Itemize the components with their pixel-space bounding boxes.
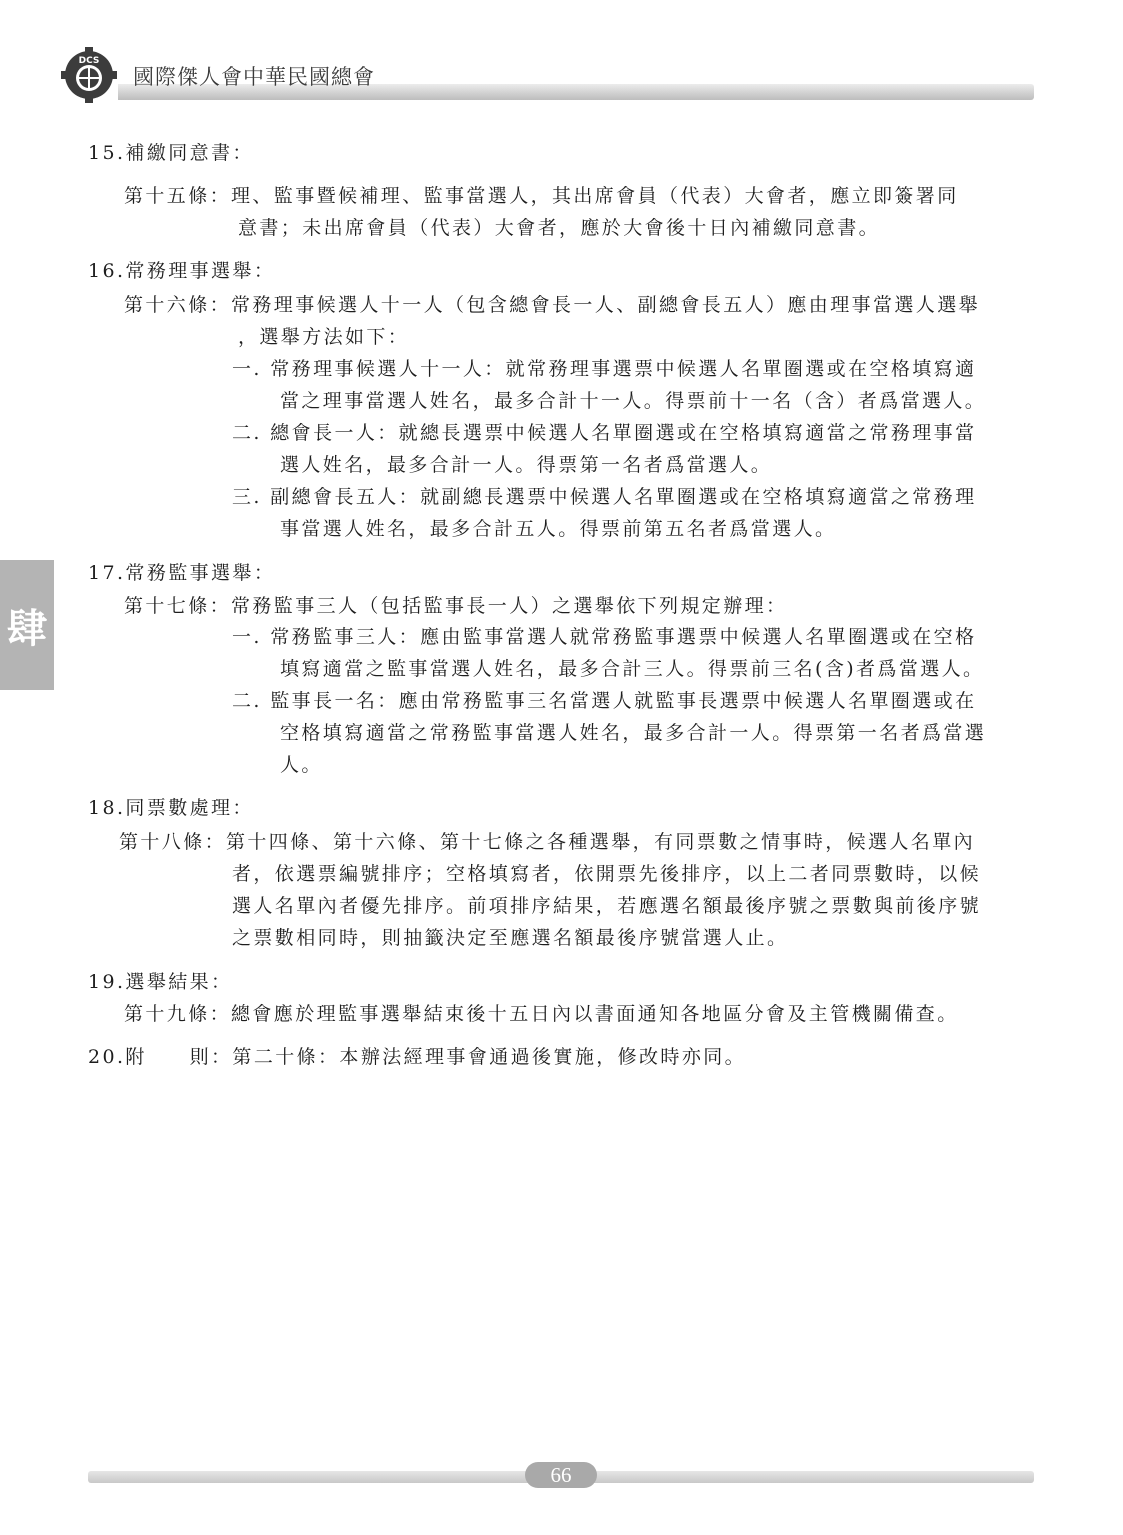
article-18-line-2: 者，依選票編號排序；空格填寫者，依開票先後排序，以上二者同票數時，以候 [232, 863, 982, 885]
section-20-heading: 20.附 則：第二十條：本辦法經理事會通過後實施，修改時亦同。 [88, 1046, 747, 1068]
article-16-item-1-line-1: 一. 常務理事候選人十一人：就常務理事選票中候選人名單圈選或在空格填寫適 [232, 358, 977, 380]
article-17-item-2-line-3: 人。 [280, 754, 323, 776]
article-16-item-3-line-2: 事當選人姓名，最多合計五人。得票前第五名者爲當選人。 [280, 518, 837, 540]
chapter-tab-label: 肆 [7, 604, 47, 652]
logo-text: DCS [78, 56, 100, 66]
article-15-line-2: 意書；未出席會員（代表）大會者，應於大會後十日內補繳同意書。 [238, 217, 881, 239]
article-18-line-4: 之票數相同時，則抽籤決定至應選名額最後序號當選人止。 [232, 927, 789, 949]
article-17-item-1-line-2: 填寫適當之監事當選人姓名，最多合計三人。得票前三名(含)者爲當選人。 [280, 658, 985, 680]
section-18-heading: 18.同票數處理： [88, 797, 254, 819]
section-16-heading: 16.常務理事選舉： [88, 260, 276, 282]
page-number: 66 [550, 1462, 572, 1487]
section-19-heading: 19.選舉結果： [88, 971, 233, 993]
article-17-item-2-line-2: 空格填寫適當之常務監事當選人姓名，最多合計一人。得票第一名者爲當選 [280, 722, 987, 744]
section-17-heading: 17.常務監事選舉： [88, 562, 276, 584]
article-16-item-1-line-2: 當之理事當選人姓名，最多合計十一人。得票前十一名（含）者爲當選人。 [280, 390, 987, 412]
article-17-item-2-line-1: 二. 監事長一名：應由常務監事三名當選人就監事長選票中候選人名單圈選或在 [232, 690, 977, 712]
article-16-line-1: 第十六條：常務理事候選人十一人（包含總會長一人、副總會長五人）應由理事當選人選舉 [124, 294, 981, 316]
section-15-heading: 15.補繳同意書： [88, 142, 254, 164]
article-17-item-1-line-1: 一. 常務監事三人：應由監事當選人就常務監事選票中候選人名單圈選或在空格 [232, 626, 977, 648]
article-18-line-1: 第十八條：第十四條、第十六條、第十七條之各種選舉，有同票數之情事時，候選人名單內 [119, 831, 976, 853]
article-17-line-1: 第十七條：常務監事三人（包括監事長一人）之選舉依下列規定辦理： [124, 595, 788, 617]
chapter-tab [0, 560, 54, 690]
article-16-line-2: ，選舉方法如下： [238, 326, 410, 348]
article-19-line-1: 第十九條：總會應於理監事選舉結束後十五日內以書面通知各地區分會及主管機關備查。 [124, 1003, 959, 1025]
organization-logo [58, 44, 120, 106]
organization-name: 國際傑人會中華民國總會 [133, 65, 375, 89]
article-16-item-3-line-1: 三. 副總會長五人：就副總長選票中候選人名單圈選或在空格填寫適當之常務理 [232, 486, 977, 508]
article-16-item-2-line-2: 選人姓名，最多合計一人。得票第一名者爲當選人。 [280, 454, 773, 476]
article-18-line-3: 選人名單內者優先排序。前項排序結果，若應選名額最後序號之票數與前後序號 [232, 895, 982, 917]
page-number-badge [525, 1462, 597, 1488]
article-16-item-2-line-1: 二. 總會長一人：就總長選票中候選人名單圈選或在空格填寫適當之常務理事當 [232, 422, 977, 444]
article-15-line-1: 第十五條：理、監事暨候補理、監事當選人，其出席會員（代表）大會者，應立即簽署同 [124, 185, 959, 207]
